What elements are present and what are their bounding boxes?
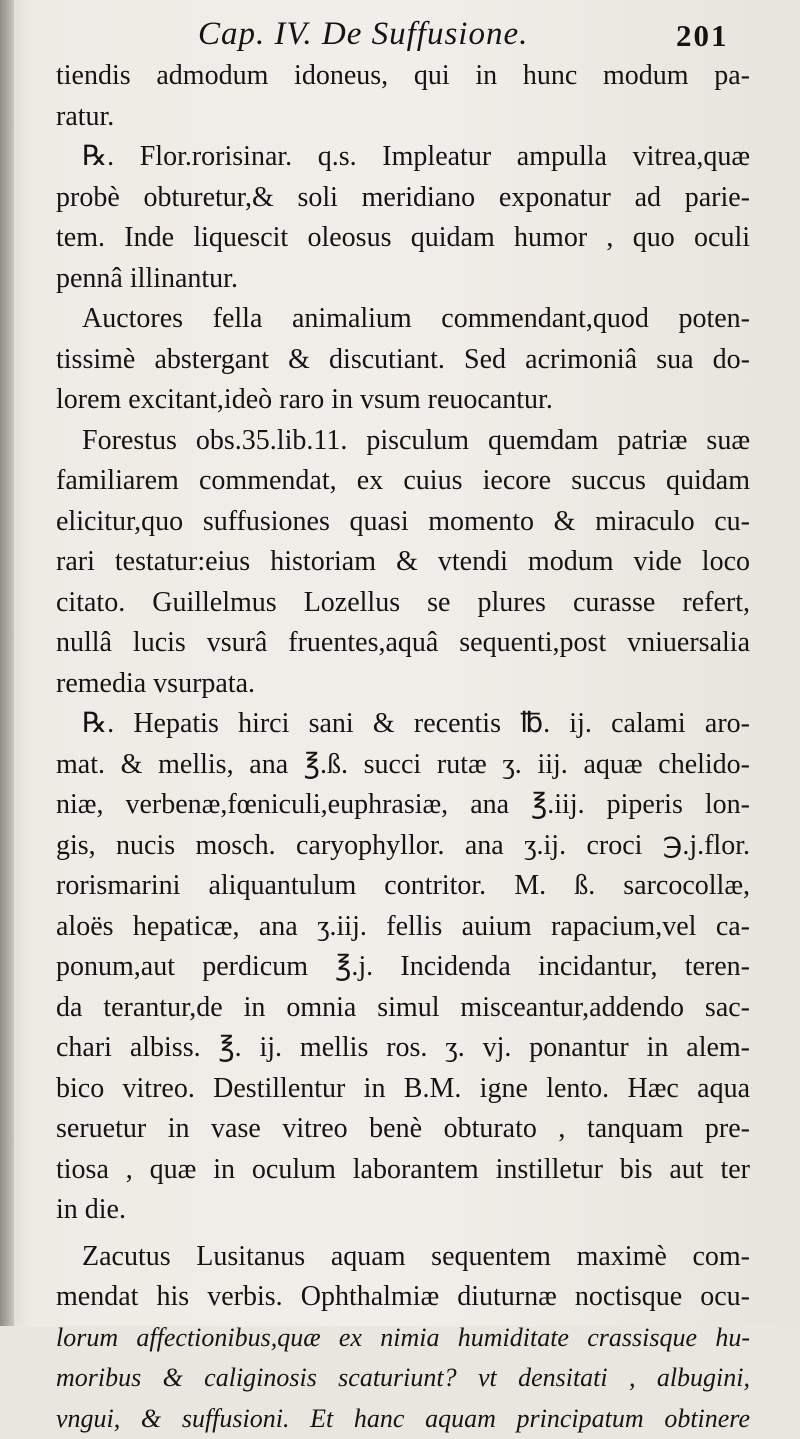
text-line: ℞. Flor.rorisinar. q.s. Impleatur ampulla vitrea,quæ [56,137,750,178]
text-line: chari albiss. ℥. ij. mellis ros. ʒ. vj. ponantur in alem- [56,1028,750,1069]
text-line: lorem excitant,ideò raro in vsum reuocantur. [56,380,750,421]
text-line: Zacutus Lusitanus aquam sequentem maximè com- [56,1237,750,1278]
text-line: Auctores fella animalium commendant,quod poten- [56,299,750,340]
text-line: citato. Guillelmus Lozellus se plures curasse refert, [56,583,750,624]
text-line: remedia vsurpata. [56,664,750,705]
text-line: nullâ lucis vsurâ fruentes,aquâ sequenti,post vniuersalia [56,623,750,664]
running-head: Cap. IV. De Suffusione. [198,16,528,53]
text-line: pennâ illinantur. [56,259,750,300]
text-line: tem. Inde liquescit oleosus quidam humor , quo oculi [56,218,750,259]
text-line: moribus & caliginosis scaturiunt? vt densitati , albugini, [56,1358,750,1399]
text-line: lorum affectionibus,quæ ex nimia humiditate crassisque hu- [56,1318,750,1359]
text-line: gis, nucis mosch. caryophyllor. ana ʒ.ij. croci ℈.j.flor. [56,826,750,867]
text-line: ponum,aut perdicum ℥.j. Incidenda incidantur, teren- [56,947,750,988]
text-line: aloës hepaticæ, ana ʒ.iij. fellis auium rapacium,vel ca- [56,907,750,948]
text-line: tiosa , quæ in oculum laborantem instilletur bis aut ter [56,1150,750,1191]
page-header [0,10,800,60]
text-line: seruetur in vase vitreo benè obturato , tanquam pre- [56,1109,750,1150]
page-gutter-shadow [0,0,14,1326]
text-line: probè obturetur,& soli meridiano exponatur ad parie- [56,178,750,219]
text-line: ℞. Hepatis hirci sani & recentis ℔. ij. calami aro- [56,704,750,745]
page-body [56,56,750,1439]
text-line: in die. [56,1190,750,1231]
text-line: ratur. [56,97,750,138]
text-line: niæ, verbenæ,fœniculi,euphrasiæ, ana ℥.iij. piperis lon- [56,785,750,826]
text-line: rari testatur:eius historiam & vtendi modum vide loco [56,542,750,583]
text-line: vngui, & suffusioni. Et hanc aquam principatum obtinere [56,1399,750,1439]
text-line: mendat his verbis. Ophthalmiæ diuturnæ noctisque ocu- [56,1277,750,1318]
text-line: da terantur,de in omnia simul misceantur,addendo sac- [56,988,750,1029]
text-line: tiendis admodum idoneus, qui in hunc modum pa- [56,56,750,97]
text-line: mat. & mellis, ana ℥.ß. succi rutæ ʒ. iij. aquæ chelido- [56,745,750,786]
text-line: Forestus obs.35.lib.11. pisculum quemdam patriæ suæ [56,421,750,462]
text-line: elicitur,quo suffusiones quasi momento & miraculo cu- [56,502,750,543]
page-number: 201 [676,18,729,54]
text-line: rorismarini aliquantulum contritor. M. ß. sarcocollæ, [56,866,750,907]
text-line: tissimè abstergant & discutiant. Sed acrimoniâ sua do- [56,340,750,381]
text-line: familiarem commendat, ex cuius iecore succus quidam [56,461,750,502]
text-line: bico vitreo. Destillentur in B.M. igne lento. Hæc aqua [56,1069,750,1110]
